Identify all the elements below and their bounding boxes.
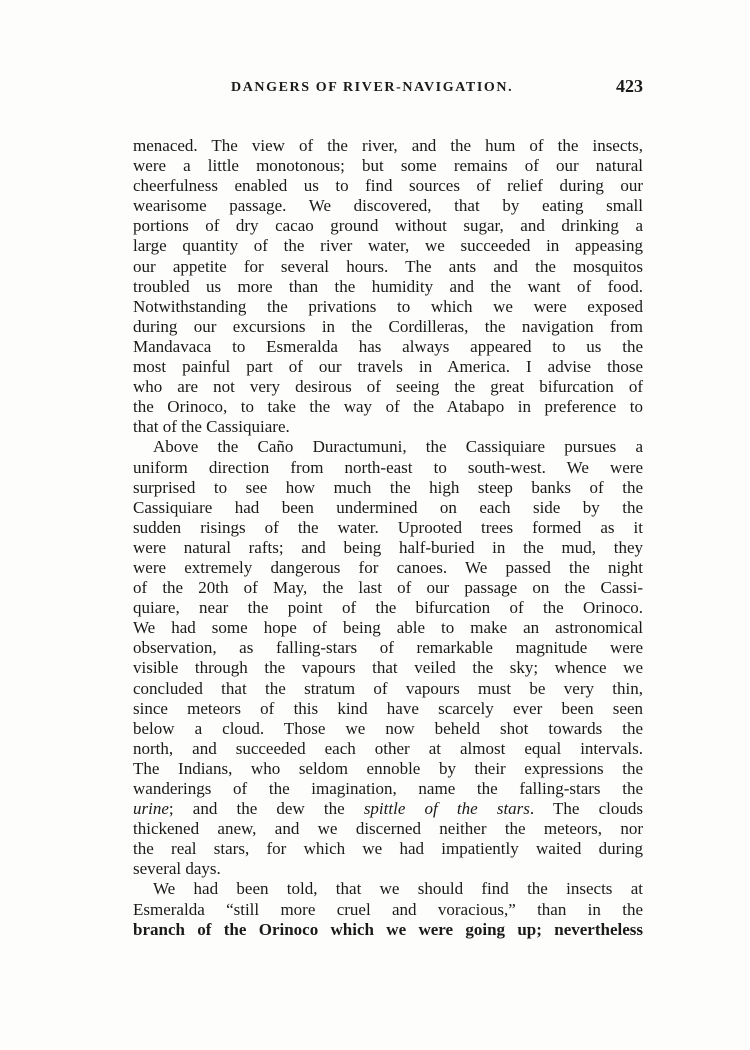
text-line: the real stars, for which we had impatiently waited during (133, 839, 643, 859)
text-line: Mandavaca to Esmeralda has always appeared to us the (133, 336, 643, 356)
text-line: below a cloud. Those we now beheld shot towards the (133, 718, 643, 738)
text-line: concluded that the stratum of vapours must be very thin, (133, 678, 643, 698)
text-line: branch of the Orinoco which we were going up; nevertheless (133, 919, 643, 939)
text-line: We had been told, that we should find the insects at (153, 879, 643, 899)
text-line: during our excursions in the Cordilleras, the navigation from (133, 316, 643, 336)
text-line: Notwithstanding the privations to which we were exposed (133, 296, 643, 316)
page-number: 423 (616, 76, 643, 96)
text-line-italic (133, 799, 643, 819)
text-line: visible through the vapours that veiled the sky; whence we (133, 658, 643, 678)
text-fragment: . The clouds (529, 799, 643, 819)
text-line: the Orinoco, to take the way of the Atabapo in preference to (133, 397, 643, 417)
italic-phrase: spittle of the stars (363, 799, 530, 819)
text-line: north, and succeeded each other at almost equal intervals. (133, 738, 643, 758)
text-fragment: ; and the dew the (168, 799, 364, 819)
text-line: wanderings of the imagination, name the falling-stars the (133, 779, 643, 798)
text-line: who are not very desirous of seeing the great bifurcation of (133, 377, 643, 397)
text-line: most painful part of our travels in America. I advise those (133, 357, 643, 377)
text-line: quiare, near the point of the bifurcation of the Orinoco. (133, 598, 643, 618)
text-line: The Indians, who seldom ennoble by their expressions the (133, 758, 643, 778)
text-line: troubled us more than the humidity and the want of food. (133, 276, 643, 296)
text-line: observation, as falling-stars of remarkable magnitude were (133, 638, 643, 658)
text-line: several days. (133, 859, 221, 879)
text-line: were a little monotonous; but some remains of our natural (133, 156, 643, 176)
page-header (133, 76, 643, 100)
italic-word-urine: urine (133, 799, 169, 819)
text-line: Esmeralda “still more cruel and voracious,” than in the (133, 899, 643, 919)
running-head: DANGERS OF RIVER-NAVIGATION. (231, 80, 514, 95)
text-line: sudden risings of the water. Uprooted trees formed as it (133, 517, 643, 537)
text-line: our appetite for several hours. The ants and the mosquitos (133, 256, 643, 276)
text-line: uniform direction from north-east to south-west. We were (133, 457, 643, 477)
text-line: of the 20th of May, the last of our passage on the Cassi- (133, 578, 643, 598)
text-line: were natural rafts; and being half-buried in the mud, they (133, 537, 643, 557)
text-line: large quantity of the river water, we succeeded in appeasing (133, 236, 643, 256)
text-line: menaced. The view of the river, and the hum of the insects, (133, 136, 643, 155)
text-line: Cassiquiare had been undermined on each side by the (133, 497, 643, 517)
text-line: that of the Cassiquiare. (133, 417, 290, 437)
text-line: were extremely dangerous for canoes. We passed the night (133, 557, 643, 577)
text-line: surprised to see how much the high steep banks of the (133, 477, 643, 497)
text-line: thickened anew, and we discerned neither the meteors, nor (133, 819, 643, 839)
text-line: wearisome passage. We discovered, that by eating small (133, 196, 643, 216)
text-line: portions of dry cacao ground without sugar, and drinking a (133, 216, 643, 236)
text-line: cheerfulness enabled us to find sources of relief during our (133, 176, 643, 196)
text-line: We had some hope of being able to make an astronomical (133, 618, 643, 638)
text-line: Above the Caño Duractumuni, the Cassiquiare pursues a (153, 437, 643, 457)
body-text (133, 136, 643, 940)
text-line: since meteors of this kind have scarcely ever been seen (133, 698, 643, 718)
